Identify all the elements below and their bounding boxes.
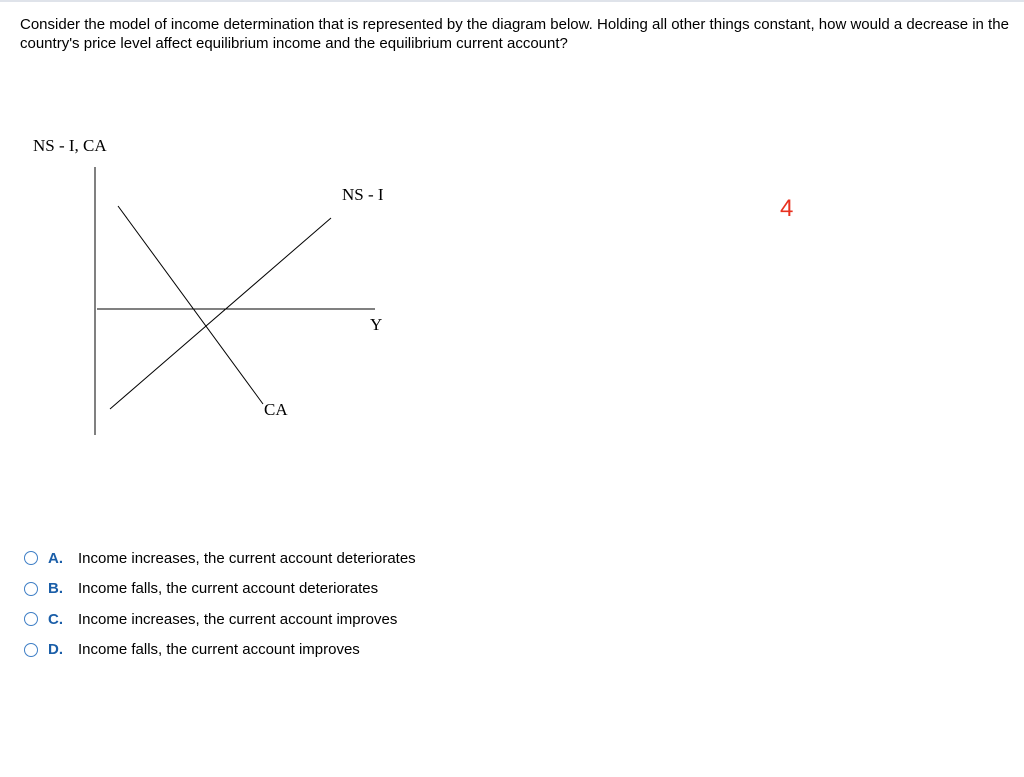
radio-button-b[interactable] <box>24 582 38 596</box>
choice-text-d: Income falls, the current account improves <box>78 641 360 659</box>
diagram-svg <box>0 120 420 450</box>
ca-curve <box>118 206 263 404</box>
choice-letter-c: C. <box>48 610 63 628</box>
y-axis-label: NS - I, CA <box>33 136 107 155</box>
choice-b[interactable] <box>24 574 416 605</box>
choice-letter-b: B. <box>48 580 63 598</box>
x-axis-label: Y <box>370 315 383 334</box>
ns-i-curve-label: NS - I <box>342 185 384 204</box>
radio-button-c[interactable] <box>24 612 38 626</box>
annotation-number: 4 <box>780 195 794 222</box>
ca-curve-label: CA <box>264 400 288 419</box>
choice-text-b: Income falls, the current account deteriorates <box>78 580 379 598</box>
ns-i-curve <box>110 218 331 409</box>
choice-a[interactable] <box>24 543 416 574</box>
choice-text-c: Income increases, the current account improves <box>78 610 398 628</box>
answer-choices <box>24 543 416 665</box>
top-divider <box>0 0 1024 2</box>
choice-letter-d: D. <box>48 641 63 659</box>
choice-text-a: Income increases, the current account deteriorates <box>78 549 416 567</box>
choice-letter-a: A. <box>48 549 63 567</box>
choice-d[interactable] <box>24 635 416 666</box>
question-text: Consider the model of income determination that is represented by the diagram below. Holding all other things constant, how would a decrease in the country's price level affect equilibrium income and the equilibrium current account? <box>20 16 1009 52</box>
question-prompt <box>20 15 1015 53</box>
radio-button-a[interactable] <box>24 551 38 565</box>
income-determination-diagram <box>0 120 420 450</box>
radio-button-d[interactable] <box>24 643 38 657</box>
choice-c[interactable] <box>24 604 416 635</box>
